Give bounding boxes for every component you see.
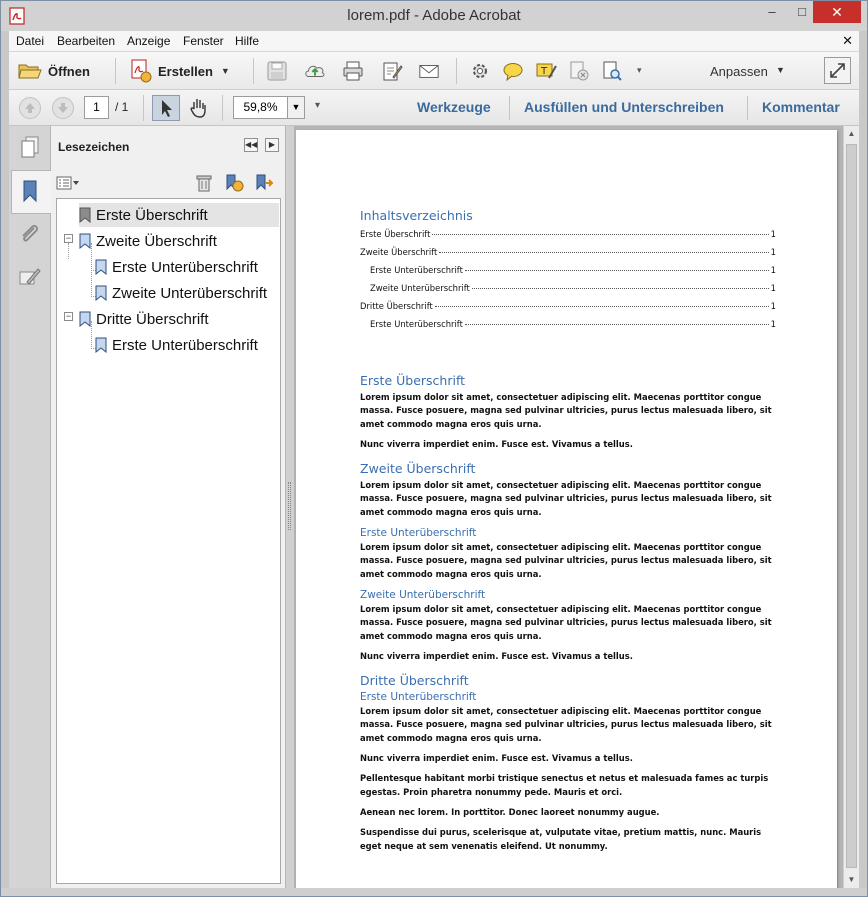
customize-dropdown-icon[interactable]: ▼ xyxy=(776,65,785,75)
toc-leader-dots xyxy=(465,324,769,325)
bookmark-blue-icon xyxy=(95,259,107,275)
toc-entry-page: 1 xyxy=(770,229,776,239)
attach-remove-icon[interactable] xyxy=(568,60,590,82)
bookmark-label: Zweite Überschrift xyxy=(96,232,217,250)
bookmark-blue-icon xyxy=(95,285,107,301)
gear-icon[interactable] xyxy=(469,60,491,82)
highlight-text-icon[interactable] xyxy=(535,60,557,82)
panel-splitter[interactable] xyxy=(286,126,294,888)
paragraph: Aenean nec lorem. In porttitor. Donec laoreet nonummy augue. xyxy=(360,806,660,817)
menu-bearbeiten[interactable]: Bearbeiten xyxy=(57,34,116,48)
paragraph: Lorem ipsum dolor sit amet, consectetuer adipiscing elit. Maecenas porttitor congue massa. Fusce posuere, magna sed pulvinar ultricies, purus lectus malesuada libero, sit amet commodo magna eros quis urna. xyxy=(360,542,772,579)
signatures-icon[interactable] xyxy=(17,264,43,290)
options-menu-icon[interactable] xyxy=(56,176,80,190)
new-bookmark-icon[interactable] xyxy=(224,173,244,193)
bookmark-item[interactable] xyxy=(95,333,280,357)
toc-entry-label: Erste Unterüberschrift xyxy=(370,319,463,329)
toc-entry-page: 1 xyxy=(770,283,776,293)
heading-2: Erste Unterüberschrift xyxy=(360,691,477,704)
pdf-page xyxy=(296,130,837,888)
upload-cloud-icon[interactable] xyxy=(304,60,326,82)
open-button[interactable] xyxy=(18,58,90,84)
splitter-grip[interactable] xyxy=(288,482,291,530)
menu-fenster[interactable]: Fenster xyxy=(183,34,224,48)
toolbar-divider xyxy=(143,95,144,121)
bookmark-from-selection-icon[interactable] xyxy=(254,173,274,193)
create-pdf-icon xyxy=(130,59,152,83)
scroll-up-icon[interactable]: ▲ xyxy=(847,129,856,138)
bookmark-item[interactable] xyxy=(79,229,279,253)
heading-1: Zweite Überschrift xyxy=(360,461,476,477)
window-title: lorem.pdf - Adobe Acrobat xyxy=(347,7,521,24)
delete-bookmark-icon[interactable] xyxy=(196,174,212,192)
scroll-down-icon[interactable]: ▼ xyxy=(847,875,856,884)
toc-entry-label: Zweite Überschrift xyxy=(360,247,438,257)
heading-2: Erste Unterüberschrift xyxy=(360,527,477,540)
cursor-arrow-icon xyxy=(153,96,179,120)
paragraph: Lorem ipsum dolor sit amet, consectetuer adipiscing elit. Maecenas porttitor congue massa. Fusce posuere, magna sed pulvinar ultricies, purus lectus malesuada libero, sit amet commodo magna eros quis urna. xyxy=(360,603,772,641)
zoom-dropdown-icon[interactable]: ▼ xyxy=(287,96,305,119)
page-content xyxy=(360,208,776,860)
bookmark-label: Dritte Überschrift xyxy=(96,310,209,328)
bookmark-label: Erste Unterüberschrift xyxy=(112,336,258,354)
page-thumbnails-icon[interactable] xyxy=(17,134,43,160)
create-button[interactable] xyxy=(130,58,230,84)
toc-leader-dots xyxy=(439,252,768,253)
arrow-up-icon xyxy=(20,98,40,118)
page-total: / 1 xyxy=(115,100,129,114)
toc-entry[interactable] xyxy=(360,283,776,301)
fill-sign-panel-link[interactable]: Ausfüllen und Unterschreiben xyxy=(524,99,724,115)
expand-button[interactable] xyxy=(824,57,851,84)
toc-leader-dots xyxy=(432,234,768,235)
page-number-input[interactable]: 1 xyxy=(84,96,109,119)
title-bar xyxy=(1,1,867,31)
vertical-scrollbar[interactable] xyxy=(843,126,859,888)
bookmarks-panel-title: Lesezeichen xyxy=(58,140,130,154)
create-label: Erstellen xyxy=(158,63,213,79)
bookmarks-panel xyxy=(51,126,286,888)
bookmark-blue-icon xyxy=(79,233,91,249)
toolbar-divider xyxy=(509,96,510,120)
arrow-down-icon xyxy=(53,98,73,118)
heading-2: Zweite Unterüberschrift xyxy=(360,588,486,601)
toolbar-divider xyxy=(456,58,457,84)
hand-icon xyxy=(186,95,212,121)
document-view[interactable] xyxy=(294,126,843,888)
bookmarks-icon[interactable] xyxy=(17,178,43,204)
collapse-toggle[interactable]: − xyxy=(65,233,72,243)
tree-connector xyxy=(68,243,69,259)
collapse-toggle[interactable]: − xyxy=(65,311,72,321)
toc-entry[interactable] xyxy=(360,247,776,265)
toolbar-divider xyxy=(115,58,116,84)
toc-entry[interactable] xyxy=(360,301,776,319)
window-bottom-edge xyxy=(1,888,867,896)
minimize-button[interactable]: – xyxy=(768,4,776,19)
paragraph: Lorem ipsum dolor sit amet, consectetuer adipiscing elit. Maecenas porttitor congue massa. Fusce posuere, magna sed pulvinar ultricies, purus lectus malesuada libero, sit amet commodo magna eros quis urna. xyxy=(360,480,772,517)
comment-panel-link[interactable]: Kommentar xyxy=(762,99,840,115)
scrollbar-thumb[interactable] xyxy=(846,144,857,868)
paragraph: Nunc viverra imperdiet enim. Fusce est. Vivamus a tellus. xyxy=(360,438,633,449)
bookmarks-tree xyxy=(56,198,281,884)
customize-label[interactable]: Anpassen xyxy=(710,64,768,79)
bookmark-gray-icon xyxy=(79,207,91,223)
bookmark-item[interactable] xyxy=(79,307,279,331)
toc-leader-dots xyxy=(465,270,769,271)
create-dropdown-icon[interactable]: ▼ xyxy=(220,66,230,76)
toc-entry-page: 1 xyxy=(770,301,776,311)
toc-entry[interactable] xyxy=(360,229,776,247)
menu-bar xyxy=(9,31,859,52)
toc-entry[interactable] xyxy=(360,319,776,337)
comment-icon[interactable] xyxy=(502,60,524,82)
toolbar-divider xyxy=(222,95,223,121)
collapse-panel-icon[interactable]: ◀◀ xyxy=(244,138,258,152)
save-icon[interactable] xyxy=(266,60,288,82)
toc-title: Inhaltsverzeichnis xyxy=(360,208,473,223)
expand-panel-icon[interactable]: ▶ xyxy=(265,138,279,152)
toc-leader-dots xyxy=(472,288,769,289)
next-page-button[interactable] xyxy=(52,97,74,119)
paragraph: Suspendisse dui purus, scelerisque at, vulputate vitae, pretium mattis, nunc. Mauris eget neque at sem venenatis eleifend. Ut nonummy. xyxy=(360,827,762,851)
expand-icon xyxy=(825,58,850,83)
toc-entry[interactable] xyxy=(360,265,776,283)
close-window-button[interactable]: ✕ xyxy=(813,1,861,23)
toc-entry-page: 1 xyxy=(770,265,776,275)
bookmark-label: Erste Überschrift xyxy=(96,206,208,224)
navigation-rail xyxy=(9,126,51,888)
tools-panel-link[interactable]: Werkzeuge xyxy=(417,99,491,115)
heading-1: Dritte Überschrift xyxy=(360,673,469,689)
paragraph: Nunc viverra imperdiet enim. Fusce est. Vivamus a tellus. xyxy=(360,650,633,661)
more-nav-tools-icon[interactable]: ▾ xyxy=(315,100,321,111)
paragraph: Nunc viverra imperdiet enim. Fusce est. Vivamus a tellus. xyxy=(360,753,633,764)
toolbar-divider xyxy=(253,58,254,84)
close-document-button[interactable]: ✕ xyxy=(842,33,853,48)
open-label: Öffnen xyxy=(48,63,90,79)
email-icon[interactable] xyxy=(418,60,440,82)
attachments-icon[interactable] xyxy=(17,222,43,248)
menu-datei[interactable]: Datei xyxy=(16,34,45,48)
bookmark-blue-icon xyxy=(95,337,107,353)
bookmark-item[interactable] xyxy=(95,255,280,279)
folder-icon xyxy=(18,61,42,81)
paragraph: Pellentesque habitant morbi tristique senectus et netus et malesuada fames ac turpis egestas. Proin pharetra nonummy pede. Mauris et orci. xyxy=(360,773,769,797)
bookmarks-toolbar xyxy=(51,170,286,196)
bookmark-label: Zweite Unterüberschrift xyxy=(112,284,268,302)
maximize-button[interactable]: □ xyxy=(798,4,806,19)
heading-1: Erste Überschrift xyxy=(360,373,466,388)
bookmark-item[interactable] xyxy=(79,203,279,227)
toc-entry-label: Zweite Unterüberschrift xyxy=(370,283,470,293)
main-toolbar xyxy=(9,52,859,90)
search-document-icon[interactable] xyxy=(601,60,623,82)
bookmark-blue-icon xyxy=(79,311,91,327)
toc-entry-page: 1 xyxy=(770,319,776,329)
toc-entry-label: Dritte Überschrift xyxy=(360,301,433,311)
svg-text:T: T xyxy=(541,66,548,77)
bookmark-item[interactable] xyxy=(95,281,280,305)
previous-page-button[interactable] xyxy=(19,97,41,119)
toc-entry-label: Erste Unterüberschrift xyxy=(370,265,463,275)
more-tools-icon[interactable]: ▾ xyxy=(637,65,642,75)
toc-entry-label: Erste Überschrift xyxy=(360,229,431,239)
menu-anzeige[interactable]: Anzeige xyxy=(127,34,171,48)
edit-document-icon[interactable] xyxy=(381,60,403,82)
toc-entry-page: 1 xyxy=(770,247,776,257)
zoom-input[interactable]: 59,8% xyxy=(233,96,288,119)
menu-hilfe[interactable]: Hilfe xyxy=(235,34,260,48)
hand-tool-button[interactable] xyxy=(186,95,212,121)
print-icon[interactable] xyxy=(342,60,364,82)
navigation-toolbar xyxy=(9,90,859,126)
bookmark-label: Erste Unterüberschrift xyxy=(112,258,258,276)
toolbar-divider xyxy=(747,96,748,120)
paragraph: Lorem ipsum dolor sit amet, consectetuer adipiscing elit. Maecenas porttitor congue massa. Fusce posuere, magna sed pulvinar ultricies, purus lectus malesuada libero, sit amet commodo magna eros quis urna. xyxy=(360,706,772,743)
toc-leader-dots xyxy=(435,306,769,307)
select-tool-button[interactable] xyxy=(152,95,180,121)
paragraph: Lorem ipsum dolor sit amet, consectetuer adipiscing elit. Maecenas porttitor congue massa. Fusce posuere, magna sed pulvinar ultricies, purus lectus malesuada libero, sit amet commodo magna eros quis urna. xyxy=(360,392,772,429)
